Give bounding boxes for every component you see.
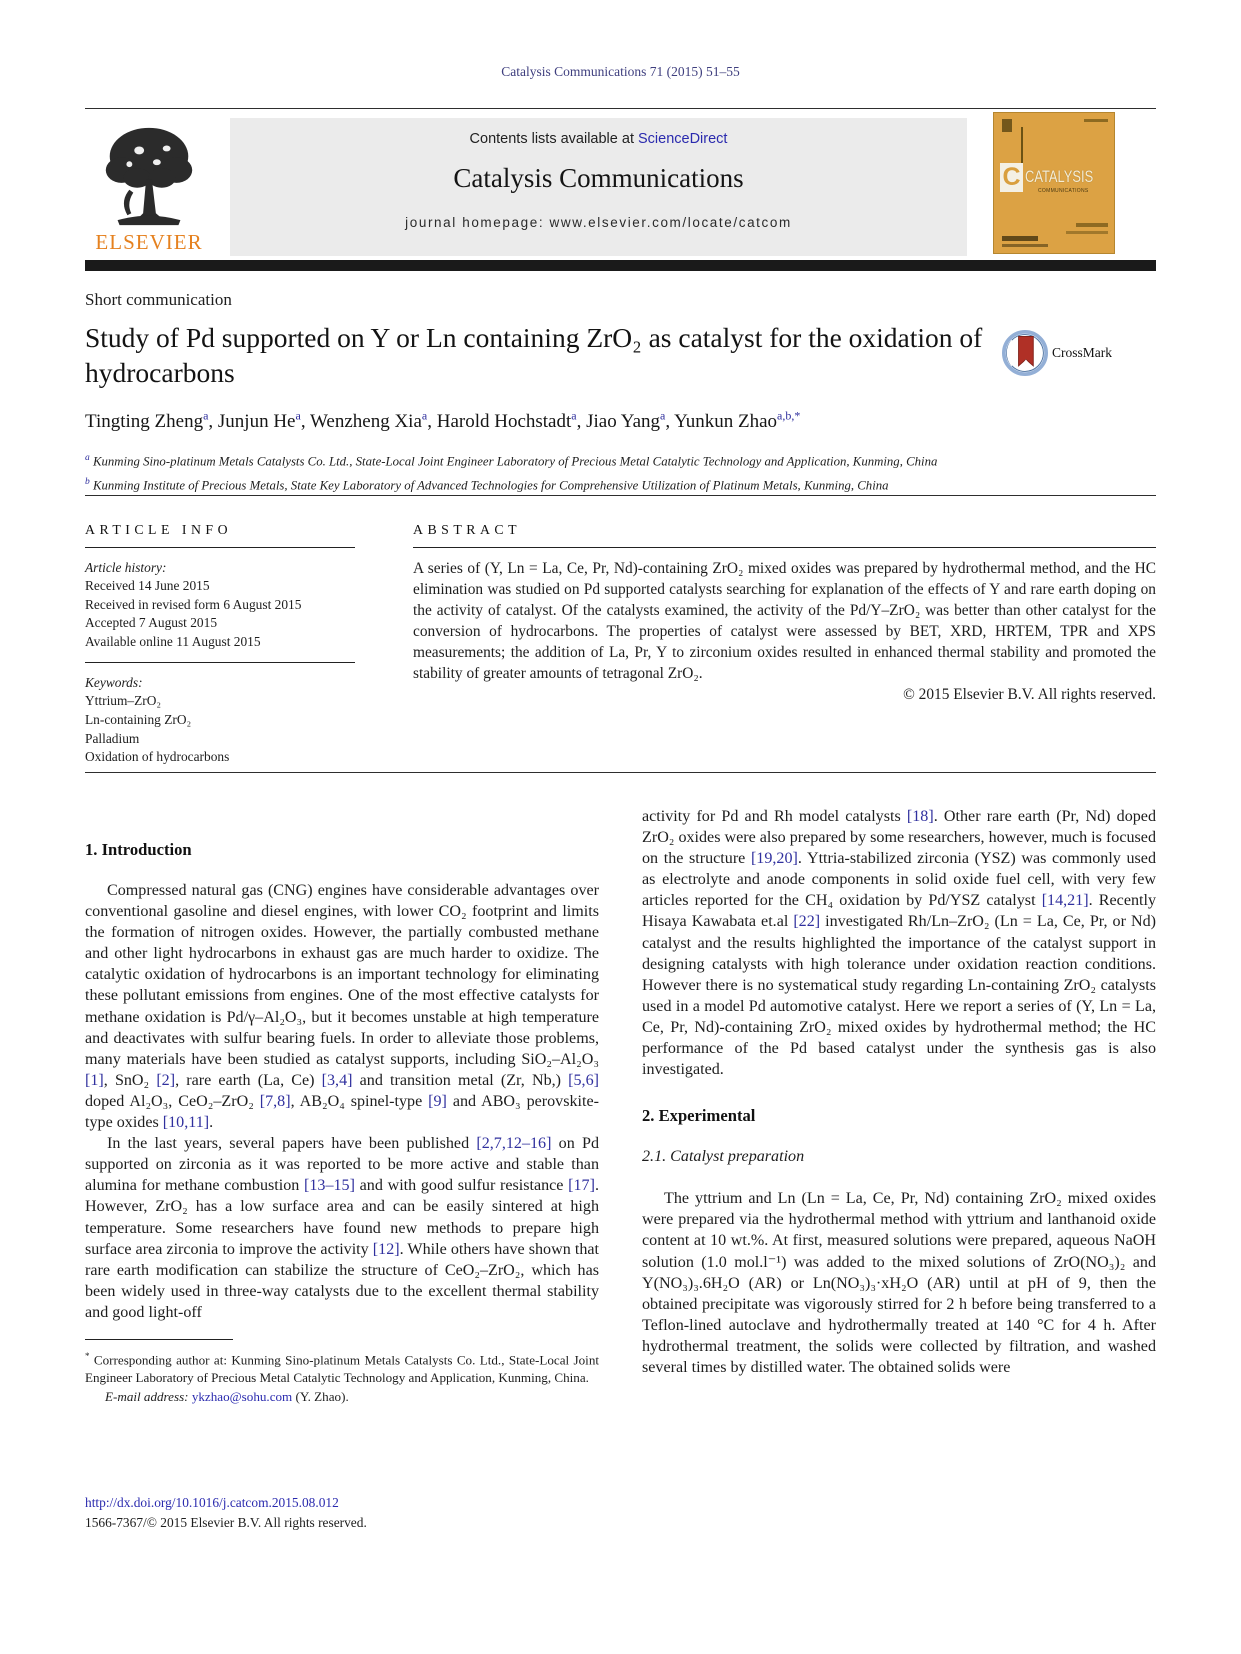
header-rule: [85, 108, 1156, 109]
keyword: Oxidation of hydrocarbons: [85, 749, 230, 765]
citation-link[interactable]: [1]: [85, 1071, 104, 1089]
footnote-rule: [85, 1339, 233, 1340]
abstract-column: [413, 522, 1156, 704]
catalyst-preparation-paragraph: The yttrium and Ln (Ln = La, Ce, Pr, Nd) containing ZrO₂ mixed oxides were prepared via the hydrothermal method with yttrium and lanthanoid oxide content at 10 wt.%. At first, measured solutions were prepared, aqueous NaOH solution (1.0 mol.l⁻¹) was added to the mixed solutions of ZrO(NO₃)₂ and Y(NO₃)₃.6H₂O (AR) or Ln(NO₃)₃·xH₂O (AR) until at pH of 9, then the obtained precipitate was vigorously stirred for 2 h before being transferred to a Teflon-lined autoclave and hydrothermally treated at 140 °C for 4 h. After hydrothermal treatment, the solids were collected by filtration, and washed several times by distilled water. The obtained solids were: [642, 1190, 1156, 1376]
introduction-paragraph-2: In the last years, several papers have been published [2,7,12–16] on Pd supported on zirconia as it was reported to be more active and stable than alumina for methane combustion [13–15] and with good sulfur resistance [17]. However, ZrO₂ has a low surface area and can be easily sintered at high temperature. Some researchers have found new methods to prepare high surface area zirconia to improve the activity [12]. While others have shown that rare earth modification can stabilize the structure of CeO₂–ZrO₂, which has been widely used in three-way catalysts due to the excellent thermal stability and good light-off: [85, 1135, 599, 1321]
article-title: Study of Pd supported on Y or Ln containing ZrO₂ as catalyst for the oxidation of hydrocarbons: [85, 322, 983, 388]
page-footer: [85, 1493, 367, 1532]
author-affil-sup: a: [660, 409, 666, 423]
footnote-marker: *: [85, 1350, 90, 1361]
masthead-divider-bar: [85, 260, 1156, 271]
sciencedirect-link[interactable]: ScienceDirect: [638, 131, 728, 147]
journal-homepage-link[interactable]: journal homepage: www.elsevier.com/locate/catcom: [405, 215, 792, 230]
citation-link[interactable]: [5,6]: [568, 1071, 599, 1089]
crossmark-icon: [1002, 330, 1048, 376]
corresponding-author-footnote: [85, 1339, 599, 1406]
author-affil-sup: a: [421, 409, 428, 423]
elsevier-logo: [85, 121, 213, 257]
cover-subtitle: COMMUNICATIONS: [1038, 188, 1089, 194]
issn-copyright-line: 1566-7367/© 2015 Elsevier B.V. All rights reserved.: [85, 1514, 367, 1530]
journal-cover-thumbnail[interactable]: [993, 112, 1115, 254]
citation-link[interactable]: [3,4]: [321, 1071, 353, 1089]
history-entry: Available online 11 August 2015: [85, 633, 261, 649]
footnote-email-line: E-mail address: ykzhao@sohu.com (Y. Zhao).: [105, 1388, 349, 1404]
author: Harold Hochstadt$^a$,: [436, 409, 587, 433]
keyword: Palladium: [85, 730, 140, 746]
crossmark-label: CrossMark: [1052, 345, 1112, 360]
author: Junjun He$^a$,: [217, 409, 310, 433]
article-info-column: [85, 522, 355, 767]
experimental-heading: 2. Experimental: [642, 1106, 756, 1126]
cover-fineprint-right2: [1066, 231, 1108, 234]
history-entry: Received in revised form 6 August 2015: [85, 596, 302, 612]
citation-link[interactable]: [10,11]: [162, 1114, 210, 1132]
keywords-label: Keywords:: [85, 675, 143, 691]
article-history-label: Article history:: [85, 560, 167, 575]
crossmark-badge[interactable]: [1002, 330, 1112, 376]
citation-link[interactable]: [19,20]: [750, 850, 798, 868]
citation-link[interactable]: [14,21]: [1041, 892, 1089, 910]
affiliation-rule: [85, 495, 1156, 496]
introduction-heading: 1. Introduction: [85, 840, 192, 859]
citation-link[interactable]: [2]: [156, 1071, 176, 1089]
introduction-paragraph-1: Compressed natural gas (CNG) engines have considerable advantages over conventional gasoline and diesel engines, with lower CO₂ footprint and limits the formation of nitrogen oxides. However, the partially combusted methane and other light hydrocarbons in exhaust gas are much harder to oxidize. The catalytic oxidation of hydrocarbons is an important technology for eliminating these pollutant emissions from engines. One of the most effective catalysts for methane oxidation is Pd/γ–Al₂O₃, but it becomes unstable at high temperature and deactivates with sulfur bearing fuels. In order to alleviate those problems, many materials have been studied as catalyst supports, including SiO₂–Al₂O₃ [1], SnO₂ [2], rare earth (La, Ce) [3,4] and transition metal (Zr, Nb,) [5,6] doped Al₂O₃, CeO₂–ZrO₂ [7,8], AB₂O₄ spinel-type [9] and ABO₃ perovskite-type oxides [10,11].: [85, 882, 599, 1132]
citation-link[interactable]: [12]: [372, 1240, 400, 1258]
contents-prefix: Contents lists available at: [469, 131, 638, 147]
citation-link[interactable]: [7,8]: [259, 1092, 291, 1110]
cover-fineprint-left: [1002, 236, 1038, 241]
right-column: [642, 800, 1156, 1378]
author-affil-sup: a: [295, 409, 301, 423]
keywords-rule: [85, 662, 355, 663]
email-label: E-mail address:: [105, 1388, 189, 1404]
catalyst-preparation-heading: 2.1. Catalyst preparation: [642, 1148, 805, 1166]
cover-letter-c: C: [1000, 163, 1023, 192]
contents-line: [230, 131, 967, 147]
author-affil-sup: a,b,*: [777, 409, 801, 423]
citation-link[interactable]: [22]: [793, 913, 821, 931]
cover-ornament-top-right: [1084, 119, 1108, 122]
introduction-continuation-paragraph: activity for Pd and Rh model catalysts [18]. Other rare earth (Pr, Nd) doped ZrO₂ oxides were also prepared by some researchers, however, much is focused on the structure [19,20]. Yttria-stabilized zirconia (YSZ) was commonly used as electrolyte and anode components in solid oxide fuel cell, with very few articles reported for the CH₄ oxidation by Pd/YSZ catalyst [14,21]. Recently Hisaya Kawabata et.al [22] investigated Rh/Ln–ZrO₂ (Ln = La, Ce, Pr, or Nd) catalyst and the results highlighted the importance of the catalyst support in designing catalysts with high tolerance under oxidation reaction conditions. However there is no systematical study regarding Ln-containing ZrO₂ catalysts used in a model Pd automotive catalyst. Here we report a series of (Y, Ln = La, Ce, Pr, Nd)-containing ZrO₂ mixed oxides by hydrothermal method; the HC performance of the Pd based catalyst under the synthesis gas is also investigated.: [642, 808, 1156, 1079]
article-info-heading: ARTICLE INFO: [85, 522, 233, 537]
affiliation: $^b$ Kunming Institute of Precious Metals, State Key Laboratory of Advanced Technologies for Comprehensive Utilization of Platinum Metals, Kunming, China: [85, 476, 889, 493]
affiliation-list: [85, 448, 1156, 496]
citation-link[interactable]: [18]: [906, 808, 934, 825]
author-affil-sup: a: [203, 409, 209, 423]
left-column: [85, 800, 599, 1406]
citation-link[interactable]: [17]: [568, 1177, 595, 1195]
author: Jiao Yang$^a$,: [586, 409, 675, 433]
journal-title: Catalysis Communications: [453, 163, 744, 193]
abstract-text: A series of (Y, Ln = La, Ce, Pr, Nd)-containing ZrO₂ mixed oxides was prepared by hydrothermal method, and the HC elimination was studied on Pd supported catalysts searching for explanation of the effects of Y and rare earth doping on the activity of catalyst. Of the catalysts examined, the activity of the Pd/Y–ZrO₂ was better than other catalyst for the conversion of hydrocarbons. The properties of catalyst were assessed by BET, XRD, HRTEM, TPR and XPS measurements; the addition of La, Pr, Y to zirconium oxides resulted in enhanced thermal stability and promoted the stability of greater amounts of tetragonal ZrO₂.: [413, 560, 1156, 682]
article-info-heading-rule: [85, 547, 355, 548]
cover-fineprint-right: [1076, 223, 1108, 227]
author: Yunkun Zhao$^{a,b,*}$: [674, 409, 801, 433]
section-divider-rule: [85, 772, 1156, 773]
journal-banner: [230, 118, 967, 256]
elsevier-tree-icon: [99, 121, 199, 229]
abstract-heading-rule: [413, 547, 1156, 548]
email-link[interactable]: ykzhao@sohu.com: [191, 1388, 293, 1404]
copyright-line: © 2015 Elsevier B.V. All rights reserved.: [903, 686, 1156, 703]
keyword: Ln-containing ZrO₂: [85, 711, 192, 727]
author: Tingting Zheng$^a$,: [85, 409, 218, 433]
article-type-label: Short communication: [85, 290, 232, 309]
cover-fineprint-left2: [1002, 244, 1048, 247]
author-affil-sup: a: [571, 409, 577, 423]
history-entry: Accepted 7 August 2015: [85, 615, 218, 631]
citation-link[interactable]: [2,7,12–16]: [476, 1135, 552, 1153]
footnote-text: * Corresponding author at: Kunming Sino-platinum Metals Catalysts Co. Ltd., State-Local Joint Engineer Laboratory of Precious Metal Catalytic Technology and Application, Kunming, China.: [85, 1350, 600, 1386]
citation-link[interactable]: [13–15]: [304, 1177, 355, 1195]
author: Wenzheng Xia$^a$,: [309, 409, 437, 433]
author-list: [85, 409, 1125, 433]
citation-link[interactable]: [9]: [428, 1092, 447, 1110]
masthead: [85, 117, 1156, 259]
doi-link[interactable]: http://dx.doi.org/10.1016/j.catcom.2015.08.012: [85, 1495, 339, 1510]
history-entry: Received 14 June 2015: [85, 578, 210, 593]
running-head-journal-ref: Catalysis Communications 71 (2015) 51–55: [501, 64, 740, 79]
affiliation: $^a$ Kunming Sino-platinum Metals Catalysts Co. Ltd., State-Local Joint Engineer Laboratory of Precious Metal Catalytic Technology and Application, Kunming, China: [85, 453, 938, 469]
abstract-heading: ABSTRACT: [413, 522, 522, 537]
cover-title: CATALYSIS: [1025, 167, 1094, 186]
keyword: Yttrium–ZrO₂: [85, 693, 162, 709]
elsevier-wordmark: ELSEVIER: [95, 230, 203, 254]
cover-ornament-top-left: [1002, 119, 1012, 132]
